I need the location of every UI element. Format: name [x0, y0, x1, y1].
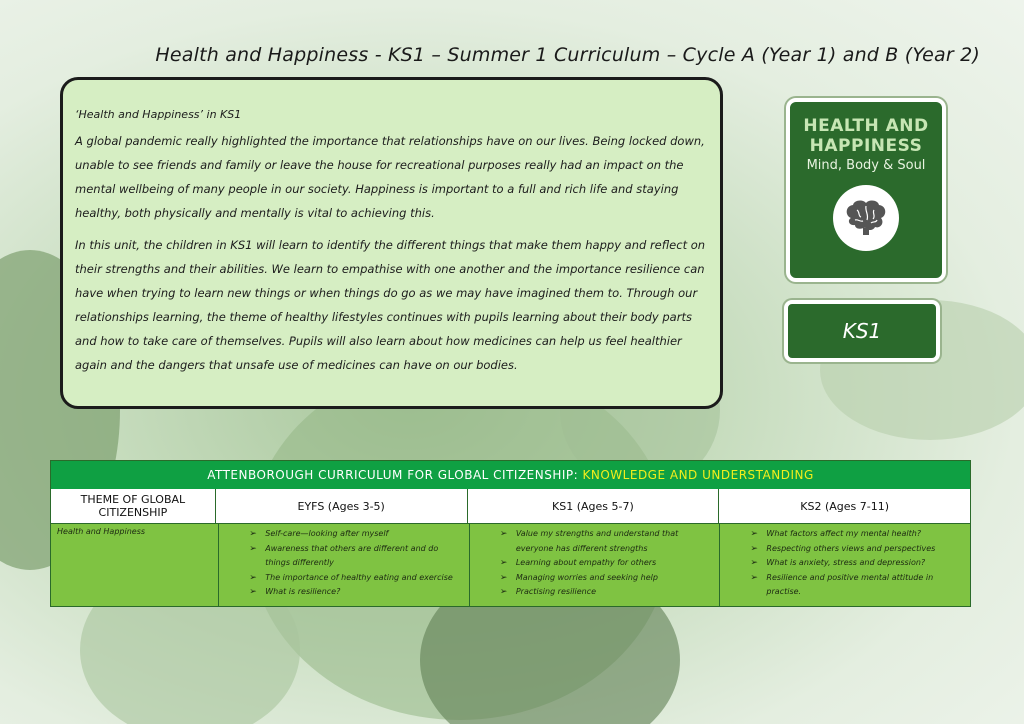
- health-happiness-logo: [786, 98, 946, 282]
- table-row: [51, 523, 970, 606]
- arrow-bullet-icon: ➢: [750, 529, 758, 539]
- list-item: ➢ Managing worries and seeking help: [502, 571, 714, 586]
- list-item: ➢ Resilience and positive mental attitude in practise.: [750, 572, 934, 596]
- header-eyfs: EYFS (Ages 3-5): [216, 489, 468, 523]
- intro-heading: ‘Health and Happiness’ in KS1: [75, 108, 242, 121]
- brain-icon: [843, 198, 889, 238]
- intro-paragraph: In this unit, the children in KS1 will learn to identify the different things that make them happy and reflect on their strengths and their abilities. We learn to empathise with one another and the importance resilience can have when trying to learn new things or when things do go as we may have imagined them to. Through our relationships learning, the theme of healthy lifestyles continues with pupils learning about their body parts and how to take care of themselves. Pupils will also learn about how medicines can help us feel healthier again and the dangers that unsafe use of medicines can have on our bodies.: [75, 238, 706, 372]
- list-item: ➢ What factors affect my mental health?: [752, 527, 964, 542]
- arrow-bullet-icon: ➢: [750, 558, 758, 568]
- arrow-bullet-icon: ➢: [499, 529, 508, 539]
- list-item: ➢ Awareness that others are different and do things differently: [249, 543, 439, 567]
- list-item: ➢ What is resilience?: [251, 585, 463, 600]
- logo-circle: [833, 185, 899, 251]
- table-title-main: ATTENBOROUGH CURRICULUM FOR GLOBAL CITIZENSHIP:: [207, 468, 583, 482]
- logo-line1: HEALTH AND: [803, 116, 929, 136]
- ks2-cell: [720, 524, 970, 606]
- list-item: ➢ Learning about empathy for others: [502, 556, 714, 571]
- arrow-bullet-icon: ➢: [499, 572, 508, 583]
- header-ks1: KS1 (Ages 5-7): [468, 489, 720, 523]
- header-theme: THEME OF GLOBAL CITIZENSHIP: [51, 489, 216, 523]
- logo-line2: HAPPINESS: [809, 136, 923, 156]
- logo-tagline: Mind, Body & Soul: [806, 158, 926, 173]
- table-title-highlight: KNOWLEDGE AND UNDERSTANDING: [582, 468, 814, 482]
- arrow-bullet-icon: ➢: [249, 572, 257, 583]
- list-item: ➢ The importance of healthy eating and exercise: [251, 571, 463, 586]
- ks1-cell: [470, 524, 721, 606]
- page-title: Health and Happiness - KS1 – Summer 1 Curriculum – Cycle A (Year 1) and B (Year 2): [155, 44, 980, 66]
- arrow-bullet-icon: ➢: [499, 558, 508, 568]
- list-item: ➢ Practising resilience: [502, 585, 714, 600]
- arrow-bullet-icon: ➢: [499, 587, 508, 597]
- list-item: ➢ Self-care—looking after myself: [251, 527, 463, 542]
- header-ks2: KS2 (Ages 7-11): [800, 499, 889, 513]
- arrow-bullet-icon: ➢: [249, 529, 257, 539]
- table-header-row: [51, 489, 970, 523]
- list-item: ➢ Respecting others views and perspectives: [752, 542, 964, 557]
- ks1-badge: KS1: [784, 300, 940, 362]
- arrow-bullet-icon: ➢: [750, 543, 758, 554]
- intro-paragraph: A global pandemic really highlighted the importance that relationships have on our lives. Being locked down, unable to see friends and family or leave the house for recreational purposes really had an impact on the mental wellbeing of many people in our society. Happiness is important to a full and rich life and staying healthy, both physically and mentally is vital to achieving this.: [75, 134, 705, 220]
- arrow-bullet-icon: ➢: [249, 587, 257, 597]
- curriculum-table: [50, 460, 971, 607]
- list-item: ➢ Value my strengths and understand that everyone has different strengths: [499, 529, 679, 553]
- list-item: ➢ What is anxiety, stress and depression?: [752, 556, 964, 571]
- intro-box: [60, 77, 723, 409]
- table-title: [51, 461, 970, 489]
- theme-cell: Health and Happiness: [51, 524, 219, 606]
- eyfs-cell: [219, 524, 470, 606]
- arrow-bullet-icon: ➢: [750, 572, 758, 583]
- arrow-bullet-icon: ➢: [249, 543, 257, 554]
